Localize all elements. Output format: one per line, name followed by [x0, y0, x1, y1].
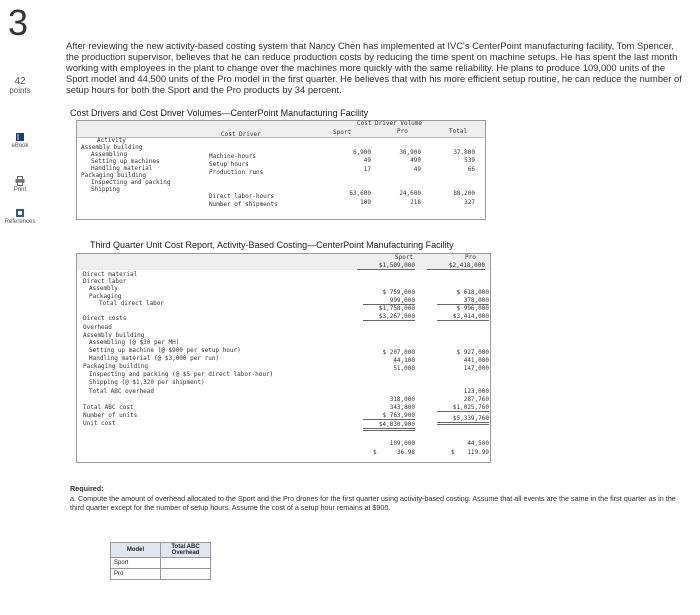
sport-value: 343,800 [389, 404, 415, 411]
row-label: Overhead [83, 324, 112, 331]
sport-value: $3,267,000 [363, 313, 415, 321]
table2-title: Third Quarter Unit Cost Report, Activity-Based Costing—CenterPoint Manufacturing Facility [90, 240, 454, 250]
pro-value: 123,000 [463, 388, 489, 395]
activity-row: Handling material [91, 165, 153, 172]
total-cell: 327 [464, 199, 475, 206]
row-label: Direct costs [83, 315, 127, 322]
required-item-a: a. Compute the amount of overhead allocated to the Sport and the Pro drones for the first quarter using activity-based costing. Assume that all events are the same in the first quarter as in the third quarter except for the number of setup hours. Assume the cost of a setup hour remains at $900. [70, 493, 676, 512]
row-label: Direct material [83, 271, 138, 278]
table1-group-header: Cost Driver Volume [357, 120, 423, 127]
row-label: Assembly [89, 285, 118, 292]
pro-value: 287,760 [463, 396, 489, 403]
table1-col-sport: Sport [333, 129, 352, 136]
book-icon [15, 132, 25, 142]
table2-col-sport: Sport [395, 254, 414, 261]
sport-value: 51,000 [393, 365, 415, 372]
row-label: Total ABC overhead [89, 388, 155, 395]
table1-header-bar [77, 121, 485, 138]
print-label: Print [13, 187, 27, 193]
total-cell: 37,800 [453, 149, 475, 156]
row-label: Setting up machine (@ $900 per setup hour) [89, 347, 241, 354]
answer-row-label: Pro [111, 569, 161, 580]
sport-cell: 49 [363, 157, 371, 164]
sport-value: 318,000 [389, 396, 415, 403]
answer-col-model: Model [111, 543, 161, 558]
row-label: Direct labor [83, 278, 127, 285]
ebook-link[interactable] [0, 132, 40, 149]
sport-value: $1,758,000 [378, 305, 415, 312]
pro-value: $1,025,760 [437, 404, 489, 412]
pro-value: $ 927,000 [456, 349, 489, 356]
activity-row: Assembling [91, 151, 128, 158]
row-label: Inspecting and packing (@ $5 per direct labor-hour) [89, 371, 274, 378]
ebook-label: eBook [11, 143, 29, 149]
points-label: points [9, 86, 31, 95]
sport-cell: 6,900 [352, 149, 371, 156]
row-label: Assembly building [83, 332, 145, 339]
sport-value: 36.98 [396, 449, 415, 456]
pro-value: 119.99 [467, 449, 489, 456]
points-box [0, 76, 40, 95]
print-link[interactable] [0, 176, 40, 193]
pro-value: $3,414,000 [437, 313, 489, 321]
answer-row [111, 569, 211, 580]
activity-row: Assembly building [81, 144, 143, 151]
answer-row [111, 558, 211, 569]
driver-cell: Machine-hours [209, 153, 256, 160]
sport-cell: 109 [360, 199, 371, 206]
row-label: Number of units [83, 412, 138, 419]
pro-value: $ 996,000 [456, 305, 489, 312]
question-number: 3 [8, 2, 29, 43]
sport-direct-material: $1,509,000 [357, 262, 415, 270]
row-label: Handling material (@ $3,000 per run) [89, 355, 220, 362]
pro-value: 44,500 [467, 440, 489, 447]
sport-cell: 63,600 [349, 190, 371, 197]
pro-value: 441,000 [463, 357, 489, 364]
pro-value: 147,000 [463, 365, 489, 372]
sport-value: 109,000 [389, 440, 415, 447]
answer-col-overhead: Total ABC Overhead [161, 543, 211, 558]
printer-icon [15, 176, 25, 186]
row-label: Packaging [89, 293, 122, 300]
points-value: 42 [14, 76, 26, 87]
answer-row-label: Sport [111, 558, 161, 569]
pro-cell: 49 [413, 166, 421, 173]
intro-paragraph: After reviewing the new activity-based costing system that Nancy Chen has implemented at IVC's CenterPoint manufacturing facility, Tom Spencer, the production supervisor, believes that he can reduce production costs by reducing the time spent on machine setups. He has spent the last month working with employees in the plant to change over the machines more quickly with the same reliability. He plans to produce 109,000 units of the Sport model and 44,500 units of the Pro model in the first quarter. He believes that with his more efficient setup routine, he can reduce the number of setup hours for both the Sport and the Pro products by 34 percent. [66, 40, 682, 95]
sport-cell: 17 [363, 166, 371, 173]
answer-input-sport[interactable] [161, 558, 211, 569]
required-section [70, 484, 690, 513]
driver-cell: Setup hours [209, 161, 249, 168]
pro-cell: 24,600 [399, 190, 421, 197]
unit-cost-report-table [76, 253, 491, 463]
row-label: Assembling (@ $30 per MH) [89, 339, 180, 346]
total-cell: 539 [464, 157, 475, 164]
table1-col-pro: Pro [397, 128, 408, 135]
row-label: Shipping (@ $1,320 per shipment) [89, 379, 205, 386]
cost-driver-table [76, 120, 486, 220]
pro-cell: 490 [410, 157, 421, 164]
sport-value: $ 763,900 [363, 412, 415, 420]
table1-col-total: Total [449, 128, 468, 135]
activity-row: Packaging building [81, 172, 147, 179]
table1-col-activity: Activity [97, 137, 126, 144]
sport-value: 44,100 [393, 357, 415, 364]
row-label: Total direct labor [99, 300, 165, 307]
sport-value: $ 207,000 [382, 349, 415, 356]
row-label: Total ABC cost [83, 404, 134, 411]
sport-unit-dollar: $ [373, 449, 377, 456]
references-link[interactable] [0, 208, 40, 225]
sport-value: $ 759,000 [382, 289, 415, 296]
pro-value: $ 618,000 [456, 289, 489, 296]
references-icon [15, 208, 25, 218]
pro-unit-dollar: $ [451, 449, 455, 456]
activity-row: Inspecting and packing [91, 179, 171, 186]
sport-value: 999,000 [363, 297, 415, 305]
pro-value: $5,339,760 [437, 415, 489, 425]
pro-cell: 30,900 [399, 149, 421, 156]
driver-cell: Direct labor-hours [209, 193, 275, 200]
row-label: Packaging building [83, 363, 149, 370]
answer-input-pro[interactable] [161, 569, 211, 580]
answer-table [110, 542, 211, 580]
table1-title: Cost Drivers and Cost Driver Volumes—CenterPoint Manufacturing Facility [70, 108, 369, 118]
total-cell: 88,200 [453, 190, 475, 197]
required-heading: Required: [70, 484, 104, 493]
pro-value: 378,000 [437, 297, 489, 305]
activity-row: Shipping [91, 186, 120, 193]
pro-direct-material: $2,418,000 [427, 262, 485, 270]
activity-row: Setting up machines [91, 158, 160, 165]
sport-value: $4,030,900 [363, 421, 415, 431]
table2-col-pro: Pro [465, 254, 476, 261]
row-label: Unit cost [83, 420, 116, 427]
total-cell: 66 [467, 166, 475, 173]
pro-cell: 218 [410, 199, 421, 206]
driver-cell: Production runs [209, 169, 264, 176]
references-label: References [4, 219, 36, 225]
table1-col-cost-driver: Cost Driver [221, 131, 261, 138]
driver-cell: Number of shipments [209, 201, 278, 208]
